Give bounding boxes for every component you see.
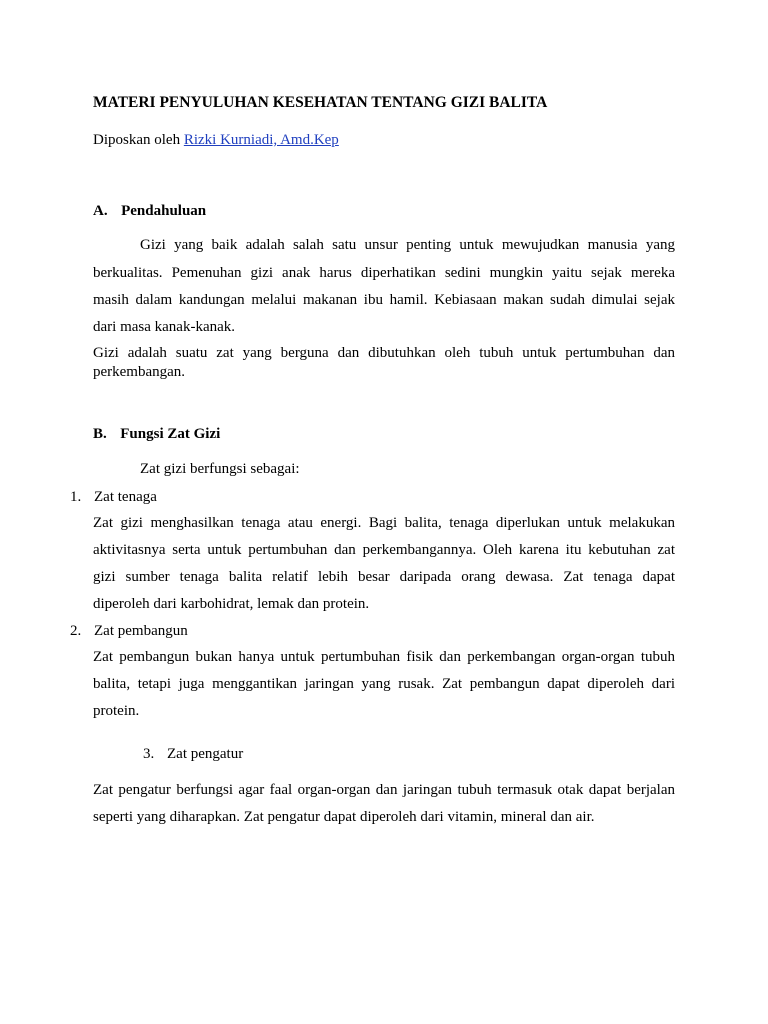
section-a-title: Pendahuluan — [121, 203, 207, 219]
item-3-line-2: seperti yang diharapkan. Zat pengatur dapat diperoleh dari vitamin, mineral dan air. — [93, 809, 595, 825]
item-2-line-2: balita, tetapi juga menggantikan jaringan yang rusak. Zat pembangun dapat diperoleh dari — [93, 676, 675, 692]
section-b-marker: B. — [93, 426, 107, 442]
section-b-intro: Zat gizi berfungsi sebagai: — [140, 461, 300, 477]
item-2-line-1: Zat pembangun bukan hanya untuk pertumbuhan fisik dan perkembangan organ-organ tubuh — [93, 649, 675, 665]
definition-line-2: perkembangan. — [93, 364, 186, 380]
list-item-number: 3. — [143, 746, 155, 762]
item-2-line-3: protein. — [93, 703, 140, 719]
intro-line-1: Gizi yang baik adalah salah satu unsur penting untuk mewujudkan manusia yang — [140, 237, 675, 253]
list-item-title: Zat tenaga — [94, 489, 157, 505]
item-1-line-2: aktivitasnya serta untuk pertumbuhan dan perkembangannya. Oleh karena itu kebutuhan zat — [93, 542, 675, 558]
list-item-title: Zat pengatur — [167, 746, 244, 762]
section-a-marker: A. — [93, 203, 108, 219]
posted-by-label: Diposkan oleh — [93, 132, 181, 148]
author-link[interactable]: Rizki Kurniadi, Amd.Kep — [183, 132, 339, 148]
page-title: MATERI PENYULUHAN KESEHATAN TENTANG GIZI BALITA — [93, 94, 548, 111]
list-item-number: 2. — [70, 623, 82, 639]
section-b-title: Fungsi Zat Gizi — [120, 426, 221, 442]
list-item-number: 1. — [70, 489, 82, 505]
intro-line-3: masih dalam kandungan melalui makanan ibu hamil. Kebiasaan makan sudah dimulai sejak — [93, 292, 675, 308]
byline — [93, 132, 339, 149]
list-item-title: Zat pembangun — [94, 623, 188, 639]
intro-line-4: dari masa kanak-kanak. — [93, 319, 236, 335]
item-1-line-3: gizi sumber tenaga balita relatif lebih besar daripada orang dewasa. Zat tenaga dapat — [93, 569, 675, 585]
section-b-heading — [93, 426, 220, 443]
section-a-heading — [93, 203, 206, 220]
item-1-line-4: diperoleh dari karbohidrat, lemak dan protein. — [93, 596, 370, 612]
definition-line-1: Gizi adalah suatu zat yang berguna dan dibutuhkan oleh tubuh untuk pertumbuhan dan — [93, 345, 675, 361]
item-1-line-1: Zat gizi menghasilkan tenaga atau energi. Bagi balita, tenaga diperlukan untuk melakukan — [93, 515, 675, 531]
intro-line-2: berkualitas. Pemenuhan gizi anak harus diperhatikan sedini mungkin yaitu sejak mereka — [93, 265, 675, 281]
item-3-line-1: Zat pengatur berfungsi agar faal organ-organ dan jaringan tubuh termasuk otak dapat berjalan — [93, 782, 675, 798]
